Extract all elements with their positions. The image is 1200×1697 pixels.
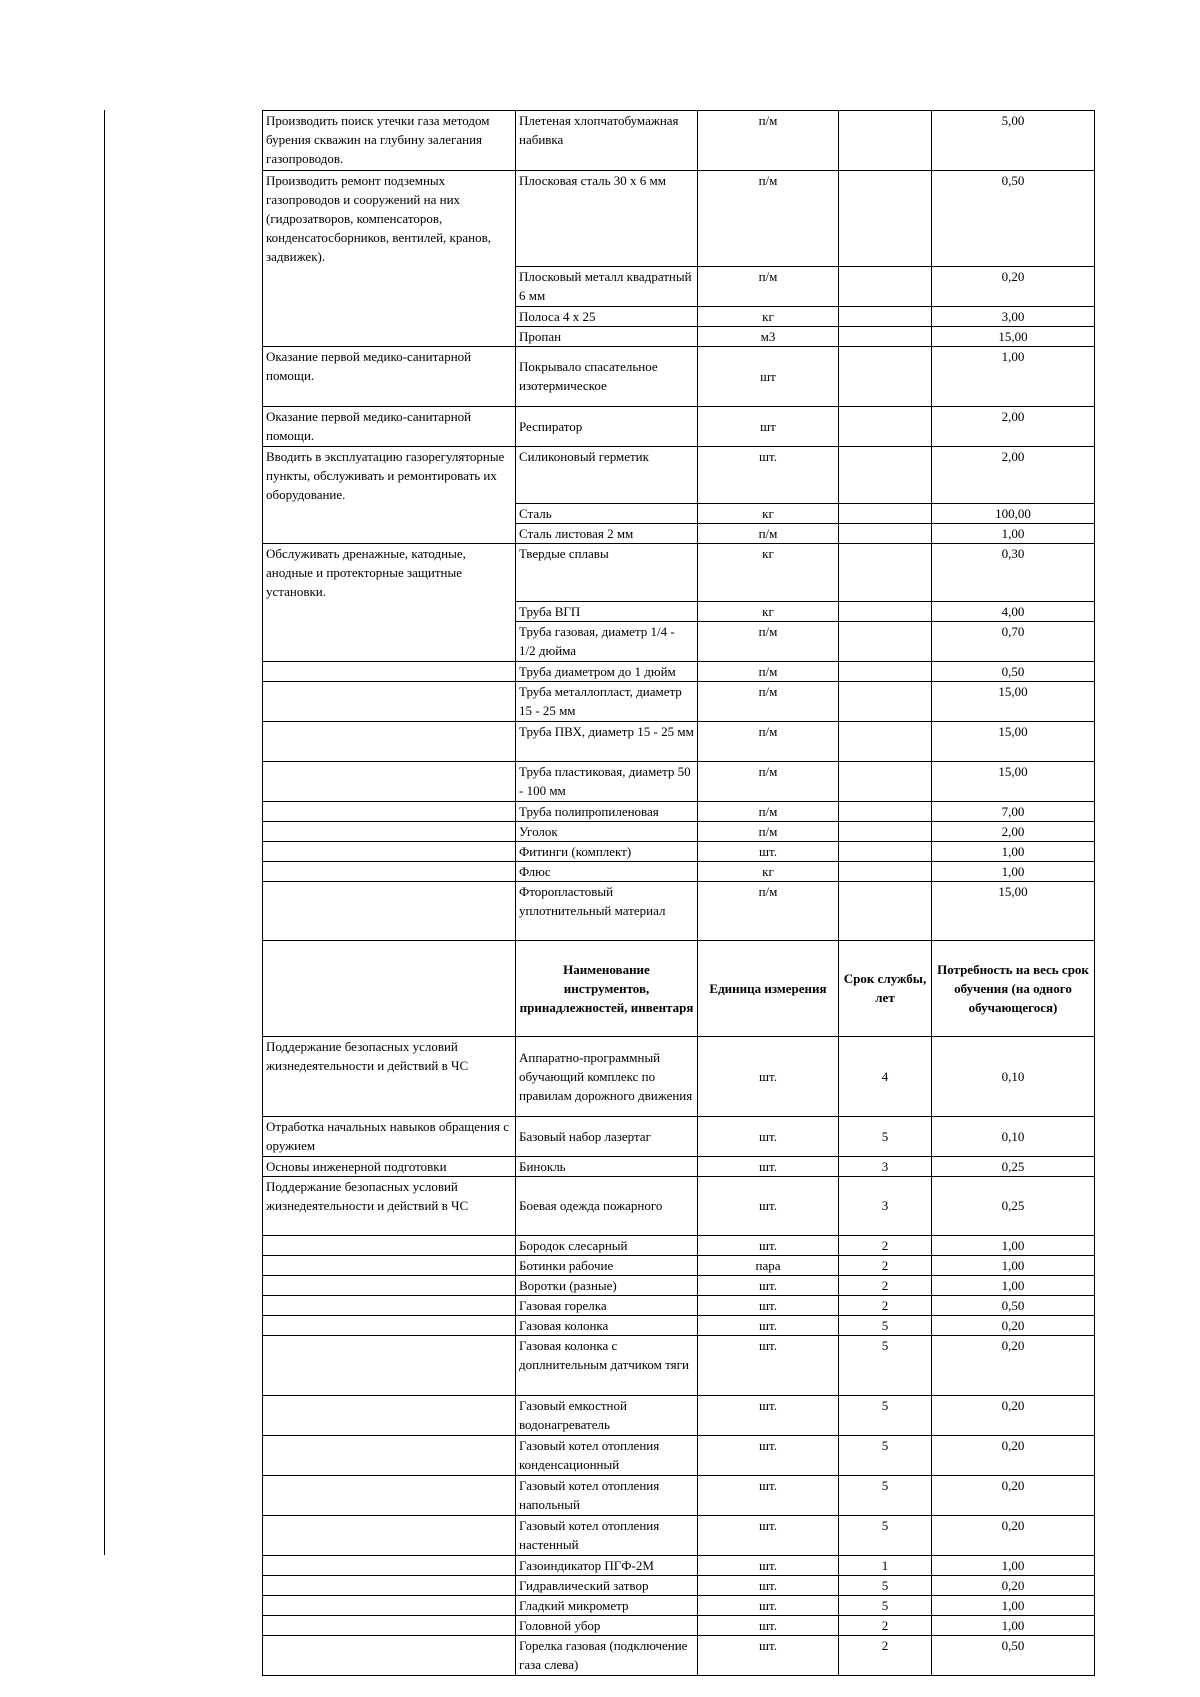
cell-activity (263, 524, 516, 544)
cell-unit: шт. (698, 1575, 839, 1595)
table-row (263, 841, 1095, 861)
cell-unit: шт. (698, 1235, 839, 1255)
cell-activity (263, 1275, 516, 1295)
cell-activity (263, 861, 516, 881)
cell-life (839, 821, 932, 841)
cell-unit: п/м (698, 111, 839, 171)
cell-unit: шт (698, 406, 839, 446)
cell-activity: Обслуживать дренажные, катодные, анодные и протекторные защитные установки. (263, 544, 516, 602)
table-row (263, 1275, 1095, 1295)
cell-life (839, 801, 932, 821)
cell-unit: кг (698, 306, 839, 326)
table-row (263, 111, 1095, 171)
cell-name: Труба ПВХ, диаметр 15 - 25 мм (516, 721, 698, 761)
cell-life: 2 (839, 1635, 932, 1675)
cell-name: Гидравлический затвор (516, 1575, 698, 1595)
cell-activity (263, 661, 516, 681)
cell-life (839, 306, 932, 326)
cell-life (839, 761, 932, 801)
cell-life (839, 841, 932, 861)
cell-life: 5 (839, 1435, 932, 1475)
cell-life (839, 544, 932, 602)
cell-life: 2 (839, 1275, 932, 1295)
cell-qty: 1,00 (932, 1595, 1095, 1615)
table-row (263, 601, 1095, 621)
cell-name: Плосковый металл квадратный 6 мм (516, 266, 698, 306)
cell-unit: п/м (698, 761, 839, 801)
cell-qty: 0,20 (932, 1515, 1095, 1555)
cell-unit: кг (698, 544, 839, 602)
cell-life: 4 (839, 1036, 932, 1116)
table-row (263, 1156, 1095, 1176)
cell-name: Фторопластовый уплотнительный материал (516, 881, 698, 940)
table-row (263, 1555, 1095, 1575)
cell-name: Труба диаметром до 1 дюйм (516, 661, 698, 681)
table-row (263, 1315, 1095, 1335)
cell-name: Газовая колонка (516, 1315, 698, 1335)
tools-header-row (263, 940, 1095, 1036)
cell-unit: шт. (698, 841, 839, 861)
cell-unit: шт. (698, 1515, 839, 1555)
cell-life: 5 (839, 1595, 932, 1615)
cell-life: 5 (839, 1395, 932, 1435)
cell-unit: п/м (698, 661, 839, 681)
cell-unit: п/м (698, 266, 839, 306)
cell-life: 5 (839, 1315, 932, 1335)
cell-activity (263, 1615, 516, 1635)
cell-unit: п/м (698, 681, 839, 721)
cell-name: Газовая колонка с доплнительным датчиком тяги (516, 1335, 698, 1395)
cell-name: Труба металлопласт, диаметр 15 - 25 мм (516, 681, 698, 721)
cell-name: Уголок (516, 821, 698, 841)
cell-life (839, 326, 932, 346)
cell-qty: 0,25 (932, 1156, 1095, 1176)
cell-activity (263, 1475, 516, 1515)
cell-name: Покрывало спасательное изотермическое (516, 346, 698, 406)
table-row (263, 326, 1095, 346)
cell-life: 5 (839, 1515, 932, 1555)
cell-name: Бородок слесарный (516, 1235, 698, 1255)
table-row (263, 524, 1095, 544)
cell-qty: 1,00 (932, 861, 1095, 881)
cell-name: Сталь листовая 2 мм (516, 524, 698, 544)
table-row (263, 621, 1095, 661)
cell-qty: 15,00 (932, 881, 1095, 940)
cell-name: Твердые сплавы (516, 544, 698, 602)
cell-name: Газовый котел отопления настенный (516, 1515, 698, 1555)
cell-qty: 4,00 (932, 601, 1095, 621)
header-qty: Потребность на весь срок обучения (на одного обучающегося) (932, 940, 1095, 1036)
cell-qty: 1,00 (932, 1255, 1095, 1275)
cell-unit: п/м (698, 621, 839, 661)
cell-unit: м3 (698, 326, 839, 346)
cell-activity (263, 721, 516, 761)
table-row (263, 346, 1095, 406)
cell-name: Респиратор (516, 406, 698, 446)
cell-qty: 0,50 (932, 1295, 1095, 1315)
cell-life: 5 (839, 1475, 932, 1515)
cell-unit: шт. (698, 1335, 839, 1395)
cell-life (839, 111, 932, 171)
cell-unit: п/м (698, 524, 839, 544)
cell-qty: 0,20 (932, 1315, 1095, 1335)
cell-qty: 0,30 (932, 544, 1095, 602)
cell-life (839, 861, 932, 881)
cell-unit: кг (698, 601, 839, 621)
cell-life: 5 (839, 1335, 932, 1395)
cell-activity: Производить поиск утечки газа методом бурения скважин на глубину залегания газопроводов. (263, 111, 516, 171)
cell-qty: 0,25 (932, 1176, 1095, 1235)
cell-activity: Оказание первой медико-санитарной помощи. (263, 346, 516, 406)
cell-unit: шт. (698, 1475, 839, 1515)
cell-qty: 100,00 (932, 504, 1095, 524)
cell-activity (263, 1575, 516, 1595)
cell-unit: шт. (698, 1315, 839, 1335)
table-row (263, 1235, 1095, 1255)
table-row (263, 1575, 1095, 1595)
cell-activity (263, 1595, 516, 1615)
table-row (263, 1515, 1095, 1555)
table-row (263, 881, 1095, 940)
cell-activity (263, 881, 516, 940)
cell-unit: шт. (698, 1555, 839, 1575)
cell-activity (263, 266, 516, 306)
cell-name: Бинокль (516, 1156, 698, 1176)
cell-life: 2 (839, 1295, 932, 1315)
cell-activity (263, 801, 516, 821)
cell-unit: шт. (698, 1395, 839, 1435)
table-row (263, 1255, 1095, 1275)
header-name: Наименование инструментов, принадлежностей, инвентаря (516, 940, 698, 1036)
cell-name: Труба газовая, диаметр 1/4 - 1/2 дюйма (516, 621, 698, 661)
cell-unit: шт. (698, 1156, 839, 1176)
cell-activity (263, 1395, 516, 1435)
cell-name: Силиконовый герметик (516, 446, 698, 504)
cell-life (839, 504, 932, 524)
cell-name: Воротки (разные) (516, 1275, 698, 1295)
cell-unit: шт. (698, 1116, 839, 1156)
cell-activity (263, 1635, 516, 1675)
cell-life: 2 (839, 1615, 932, 1635)
cell-activity: Производить ремонт подземных газопроводов и сооружений на них (гидрозатворов, компенсаторов, конденсатосборников, вентилей, кранов, задвижек). (263, 171, 516, 267)
cell-life (839, 621, 932, 661)
cell-life: 5 (839, 1116, 932, 1156)
table-row (263, 1295, 1095, 1315)
cell-qty: 1,00 (932, 1615, 1095, 1635)
cell-unit: шт (698, 346, 839, 406)
table-row (263, 1176, 1095, 1235)
cell-life (839, 406, 932, 446)
cell-activity (263, 1515, 516, 1555)
table-row (263, 681, 1095, 721)
header-unit: Единица измерения (698, 940, 839, 1036)
cell-activity (263, 1235, 516, 1255)
cell-activity (263, 841, 516, 861)
table-row (263, 661, 1095, 681)
table-row (263, 861, 1095, 881)
cell-life (839, 681, 932, 721)
cell-qty: 2,00 (932, 821, 1095, 841)
cell-qty: 0,70 (932, 621, 1095, 661)
cell-name: Труба ВГП (516, 601, 698, 621)
cell-activity (263, 1335, 516, 1395)
cell-activity: Вводить в эксплуатацию газорегуляторные пункты, обслуживать и ремонтировать их оборудование. (263, 446, 516, 504)
cell-qty: 15,00 (932, 761, 1095, 801)
cell-name: Боевая одежда пожарного (516, 1176, 698, 1235)
cell-activity (263, 821, 516, 841)
cell-qty: 0,20 (932, 1575, 1095, 1595)
equipment-table (262, 110, 1095, 1676)
cell-unit: п/м (698, 721, 839, 761)
cell-life (839, 721, 932, 761)
cell-activity: Оказание первой медико-санитарной помощи. (263, 406, 516, 446)
cell-name: Ботинки рабочие (516, 1255, 698, 1275)
cell-qty: 0,50 (932, 171, 1095, 267)
table-row (263, 406, 1095, 446)
cell-unit: шт. (698, 1615, 839, 1635)
cell-unit: шт. (698, 1435, 839, 1475)
cell-unit: шт. (698, 446, 839, 504)
cell-unit: п/м (698, 801, 839, 821)
table-row (263, 721, 1095, 761)
table-row (263, 306, 1095, 326)
cell-name: Аппаратно-программный обучающий комплекс по правилам дорожного движения (516, 1036, 698, 1116)
cell-name: Труба полипропиленовая (516, 801, 698, 821)
cell-unit: шт. (698, 1635, 839, 1675)
cell-activity (263, 504, 516, 524)
cell-qty: 3,00 (932, 306, 1095, 326)
cell-qty: 1,00 (932, 346, 1095, 406)
table-row (263, 1036, 1095, 1116)
cell-unit: п/м (698, 881, 839, 940)
cell-name: Горелка газовая (подключение газа слева) (516, 1635, 698, 1675)
cell-qty: 15,00 (932, 681, 1095, 721)
cell-activity: Поддержание безопасных условий жизнедеятельности и действий в ЧС (263, 1036, 516, 1116)
cell-name: Плетеная хлопчатобумажная набивка (516, 111, 698, 171)
table-row (263, 761, 1095, 801)
cell-qty: 2,00 (932, 406, 1095, 446)
cell-name: Головной убор (516, 1615, 698, 1635)
cell-activity (263, 326, 516, 346)
cell-name: Газовая горелка (516, 1295, 698, 1315)
cell-name: Фитинги (комплект) (516, 841, 698, 861)
cell-activity: Поддержание безопасных условий жизнедеятельности и действий в ЧС (263, 1176, 516, 1235)
cell-unit: шт. (698, 1275, 839, 1295)
cell-life: 3 (839, 1176, 932, 1235)
table-row (263, 544, 1095, 602)
table-row (263, 1475, 1095, 1515)
cell-activity (263, 1555, 516, 1575)
equipment-table-body (263, 111, 1095, 1676)
cell-qty: 0,20 (932, 266, 1095, 306)
cell-activity (263, 761, 516, 801)
cell-activity (263, 681, 516, 721)
cell-qty: 1,00 (932, 1555, 1095, 1575)
cell-qty: 15,00 (932, 721, 1095, 761)
cell-qty: 0,20 (932, 1475, 1095, 1515)
cell-name: Полоса 4 х 25 (516, 306, 698, 326)
table-row (263, 1395, 1095, 1435)
header-life: Срок службы, лет (839, 940, 932, 1036)
cell-life (839, 446, 932, 504)
cell-qty: 1,00 (932, 524, 1095, 544)
cell-unit: п/м (698, 171, 839, 267)
table-row (263, 1595, 1095, 1615)
cell-qty: 0,50 (932, 661, 1095, 681)
cell-qty: 0,50 (932, 1635, 1095, 1675)
cell-life: 1 (839, 1555, 932, 1575)
cell-name: Газовый котел отопления конденсационный (516, 1435, 698, 1475)
cell-activity (263, 1315, 516, 1335)
cell-qty: 0,20 (932, 1435, 1095, 1475)
cell-qty: 2,00 (932, 446, 1095, 504)
cell-qty: 1,00 (932, 841, 1095, 861)
cell-unit: шт. (698, 1295, 839, 1315)
cell-life (839, 881, 932, 940)
cell-activity: Основы инженерной подготовки (263, 1156, 516, 1176)
cell-qty: 5,00 (932, 111, 1095, 171)
table-row (263, 1335, 1095, 1395)
table-row (263, 1615, 1095, 1635)
page-margin-line (104, 110, 105, 1555)
cell-unit: шт. (698, 1176, 839, 1235)
cell-unit: кг (698, 504, 839, 524)
cell-name: Труба пластиковая, диаметр 50 - 100 мм (516, 761, 698, 801)
cell-life (839, 266, 932, 306)
cell-activity (263, 1295, 516, 1315)
cell-name: Газовый котел отопления напольный (516, 1475, 698, 1515)
cell-unit: кг (698, 861, 839, 881)
cell-unit: шт. (698, 1595, 839, 1615)
cell-name: Газовый емкостной водонагреватель (516, 1395, 698, 1435)
cell-qty: 0,20 (932, 1335, 1095, 1395)
cell-qty: 0,10 (932, 1036, 1095, 1116)
table-row (263, 801, 1095, 821)
cell-qty: 7,00 (932, 801, 1095, 821)
cell-name: Флюс (516, 861, 698, 881)
table-row (263, 266, 1095, 306)
table-row (263, 821, 1095, 841)
cell-name: Гладкий микрометр (516, 1595, 698, 1615)
cell-life: 2 (839, 1255, 932, 1275)
table-row (263, 1635, 1095, 1675)
table-row (263, 504, 1095, 524)
cell-activity (263, 1435, 516, 1475)
cell-unit: пара (698, 1255, 839, 1275)
cell-name: Базовый набор лазертаг (516, 1116, 698, 1156)
cell-activity (263, 621, 516, 661)
cell-qty: 1,00 (932, 1235, 1095, 1255)
cell-activity (263, 1255, 516, 1275)
table-row (263, 171, 1095, 267)
cell-activity: Отработка начальных навыков обращения с оружием (263, 1116, 516, 1156)
cell-name: Сталь (516, 504, 698, 524)
cell-name: Плосковая сталь 30 х 6 мм (516, 171, 698, 267)
cell-name: Пропан (516, 326, 698, 346)
cell-life (839, 601, 932, 621)
cell-life (839, 661, 932, 681)
cell-unit: шт. (698, 1036, 839, 1116)
cell-name: Газоиндикатор ПГФ-2М (516, 1555, 698, 1575)
cell-qty: 0,10 (932, 1116, 1095, 1156)
table-row (263, 1435, 1095, 1475)
cell-life: 5 (839, 1575, 932, 1595)
cell-unit: п/м (698, 821, 839, 841)
cell-qty: 1,00 (932, 1275, 1095, 1295)
table-row (263, 446, 1095, 504)
cell-activity (263, 306, 516, 326)
table-row (263, 1116, 1095, 1156)
header-activity (263, 940, 516, 1036)
cell-activity (263, 601, 516, 621)
cell-life (839, 524, 932, 544)
cell-life: 2 (839, 1235, 932, 1255)
cell-life (839, 346, 932, 406)
cell-qty: 0,20 (932, 1395, 1095, 1435)
cell-qty: 15,00 (932, 326, 1095, 346)
cell-life (839, 171, 932, 267)
cell-life: 3 (839, 1156, 932, 1176)
